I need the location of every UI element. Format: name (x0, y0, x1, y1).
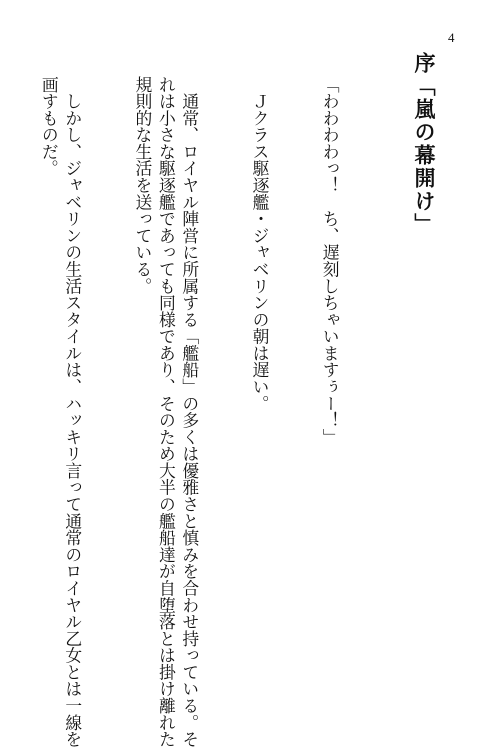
body-text (0, 76, 388, 748)
page-number: 4 (448, 30, 455, 45)
chapter-title: 序「嵐の幕開け」 (412, 52, 437, 236)
paragraph-4: しかし、ジャベリンの生活スタイルは、ハッキリ言って通常のロイヤル乙女とは一線を 画すものだ。 (39, 76, 83, 748)
paragraph-1: 「わわわわっ！ ち、遅刻しちゃいますぅー！」 (320, 76, 341, 446)
paragraph-3: 通常、ロイヤル陣営に所属する「艦船」の多くは優雅さと慎みを合わせ持っている。そ れは小さな駆逐艦であっても同様であり、そのため大半の艦船達が自堕落とは掛け離れた 規則的な生活を送っている。 (132, 76, 200, 748)
paragraph-2: Ｊクラス駆逐艦・ジャベリンの朝は遅い。 (249, 76, 270, 412)
